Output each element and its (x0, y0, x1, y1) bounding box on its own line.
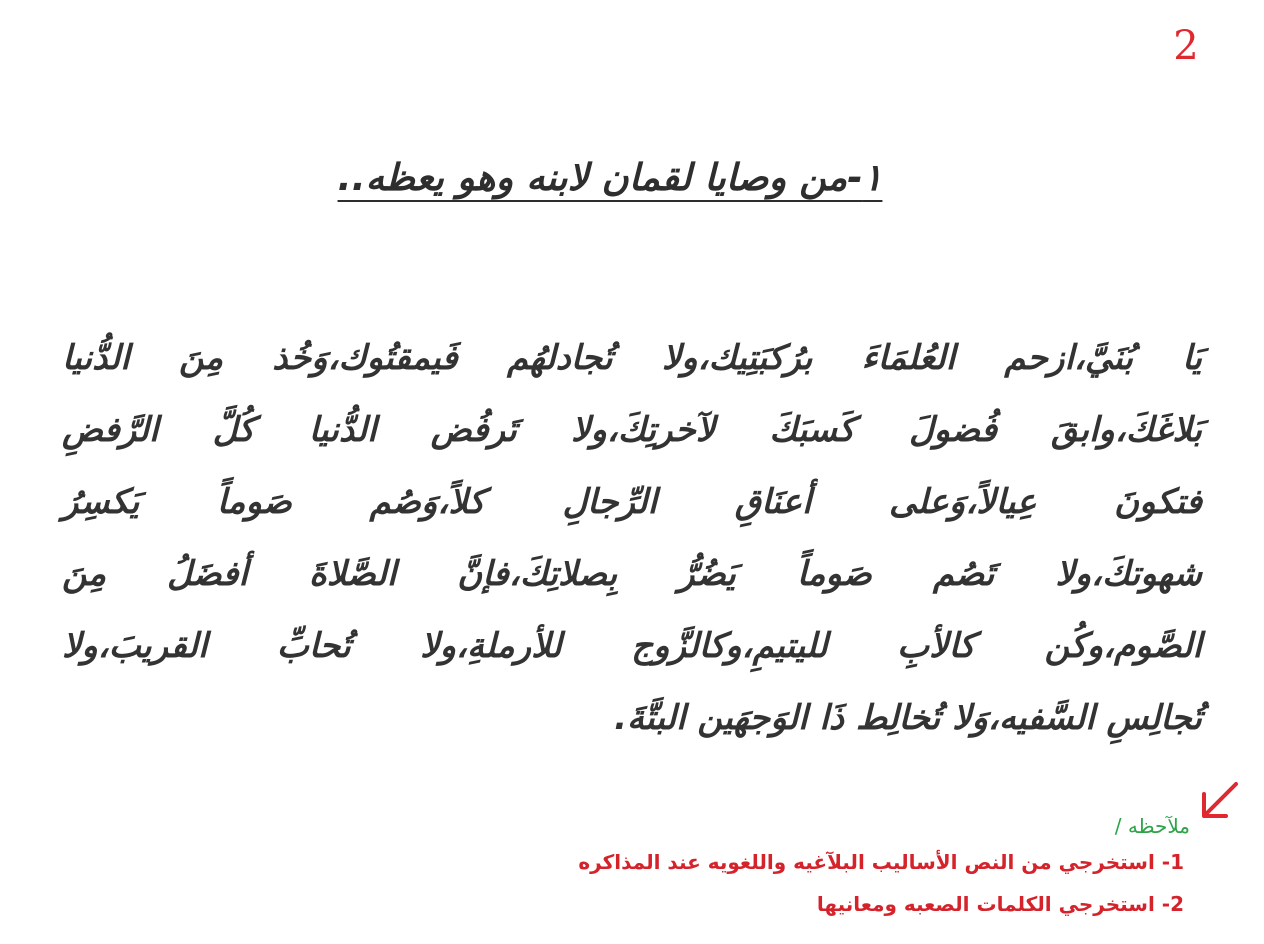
text-line: تُجالِسِ السَّفيه،وَلا تُخالِط ذَا الوَجهَين البتَّةَ. (614, 698, 1202, 738)
text-line: فتكونَ عِيالاً،وَعلى أعنَاقِ الرِّجالِ كلاً،وَصُم صَوماً يَكسِرُ (62, 482, 1202, 522)
arrow-down-left-icon (1198, 780, 1240, 822)
text-line: الصَّوم،وكُن كالأبِ لليتيمِ،وكالزَّوج للأرملةِ،ولا تُحابِّ القريبَ،ولا (62, 626, 1202, 666)
note-heading: ملآحظه / (1114, 814, 1190, 838)
body-text (62, 322, 1202, 754)
text-line: شهوتكَ،ولا تَصُم صَوماً يَضُرُّ بِصلاتِكَ،فإنَّ الصَّلاةَ أفضَلُ مِنَ (62, 554, 1202, 594)
page-number: 2 (1173, 23, 1199, 69)
note-item: 1- استخرجي من النص الأساليب البلآغيه واللغويه عند المذاكره (578, 850, 1184, 874)
note-item: 2- استخرجي الكلمات الصعبه ومعانيها (816, 892, 1184, 916)
document-title: ١-من وصايا لقمان لابنه وهو يعظه.. (337, 156, 883, 199)
text-line: بَلاغَكَ،وابقَ فُضولَ كَسبَكَ لآخرتِكَ،ولا تَرفُض الدُّنيا كُلَّ الرَّفضِ (62, 410, 1202, 450)
text-line: يَا بُنَيَّ،ازحم العُلمَاءَ برُكبَتِيك،ولا تُجادلهُم فَيمقتُوك،وَخُذ مِنَ الدُّنيا (62, 338, 1202, 378)
